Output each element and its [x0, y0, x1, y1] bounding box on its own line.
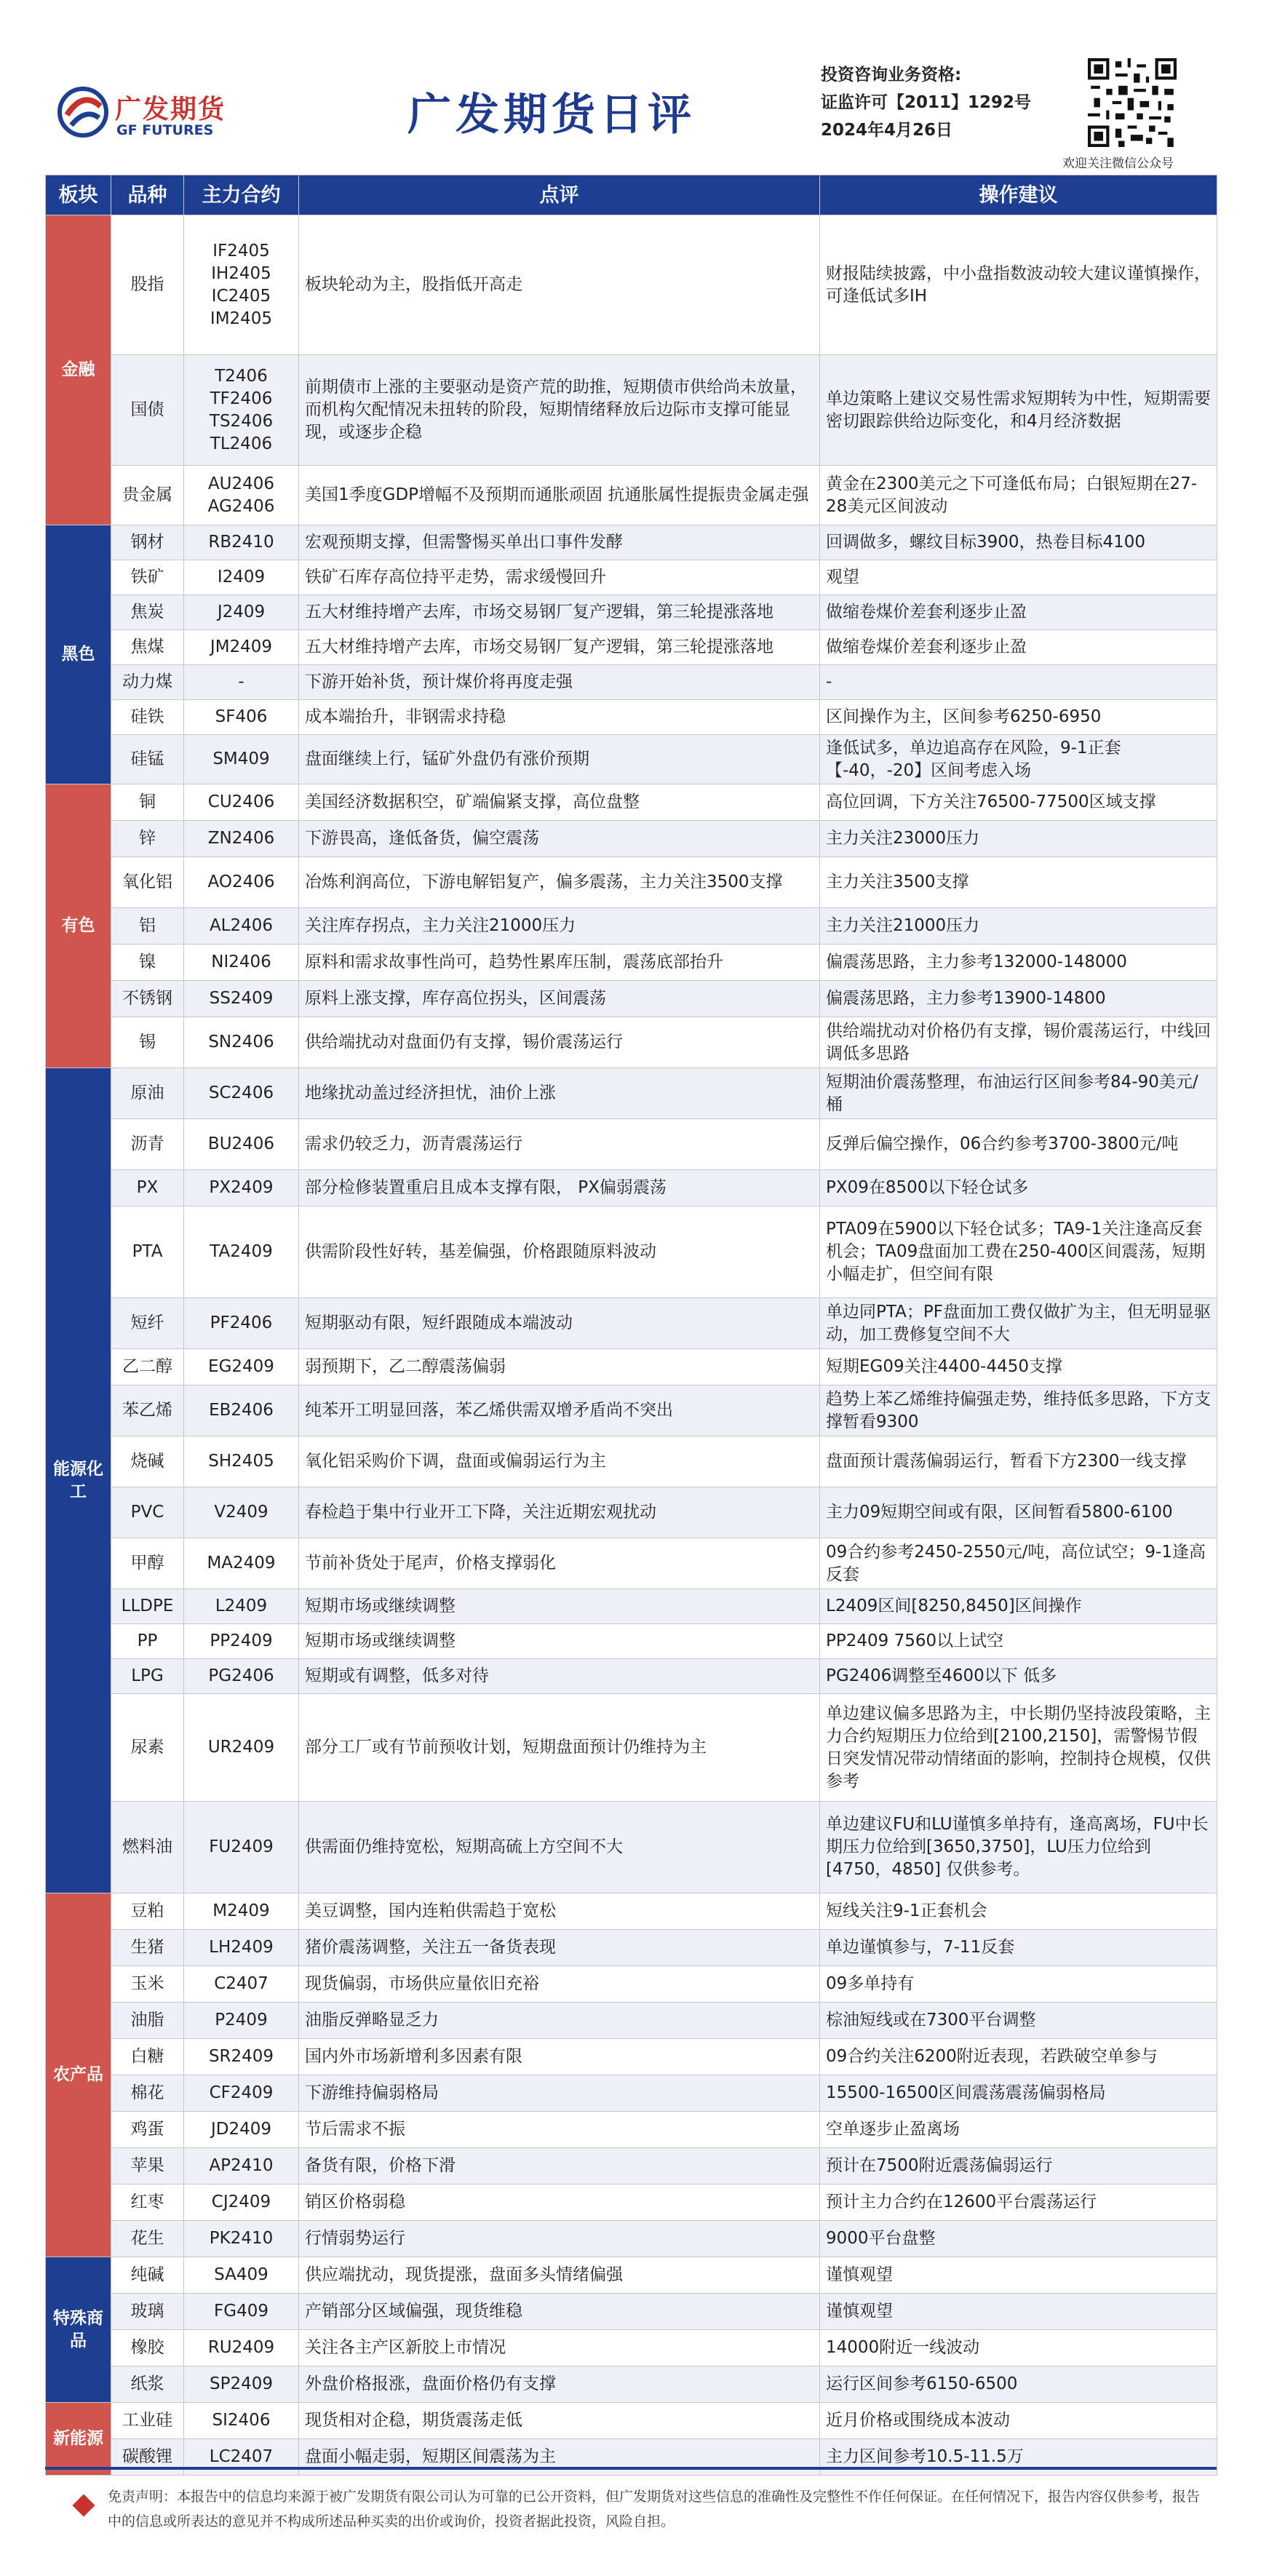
variety-cell: 股指	[111, 215, 184, 355]
comment-cell: 盘面继续上行，锰矿外盘仍有涨价预期	[299, 735, 820, 784]
company-logo	[57, 86, 275, 144]
advice-cell: 偏震荡思路，主力参考13900-14800	[820, 981, 1217, 1017]
sector-label: 新能源	[46, 2403, 111, 2476]
variety-cell: 花生	[111, 2221, 184, 2257]
contract-cell: IF2405 IH2405 IC2405 IM2405	[184, 215, 299, 355]
variety-cell: 工业硅	[111, 2403, 184, 2439]
contract-cell: SH2405	[184, 1436, 299, 1487]
advice-cell: PP2409 7560以上试空	[820, 1624, 1217, 1659]
comment-cell: 宏观预期支撑，但需警惕买单出口事件发酵	[299, 525, 820, 560]
advice-cell: 空单逐步止盈离场	[820, 2112, 1217, 2148]
table-row	[46, 1386, 1217, 1436]
table-row	[46, 1694, 1217, 1802]
variety-cell: 铁矿	[111, 560, 184, 595]
contract-cell: MA2409	[184, 1538, 299, 1589]
contract-cell: RB2410	[184, 525, 299, 560]
advice-cell: 主力关注3500支撑	[820, 857, 1217, 908]
comment-cell: 盘面小幅走弱，短期区间震荡为主	[299, 2439, 820, 2476]
advice-cell: 盘面预计震荡偏弱运行，暂看下方2300一线支撑	[820, 1436, 1217, 1487]
table-header-row	[46, 175, 1217, 215]
daily-review-table	[45, 175, 1217, 2476]
comment-cell: 短期或有调整，低多对待	[299, 1659, 820, 1694]
variety-cell: 纸浆	[111, 2366, 184, 2403]
table-row	[46, 1966, 1217, 2003]
comment-cell: 下游开始补货，预计煤价将再度走强	[299, 665, 820, 700]
variety-cell: 硅铁	[111, 700, 184, 735]
contract-cell: AP2410	[184, 2148, 299, 2185]
variety-cell: 油脂	[111, 2003, 184, 2039]
contract-cell: -	[184, 665, 299, 700]
header-comment: 点评	[299, 175, 820, 215]
contract-cell: C2407	[184, 1966, 299, 2003]
variety-cell: 不锈钢	[111, 981, 184, 1017]
comment-cell: 原料和需求故事性尚可，趋势性累库压制，震荡底部抬升	[299, 945, 820, 981]
comment-cell: 外盘价格报涨，盘面价格仍有支撑	[299, 2366, 820, 2403]
comment-cell: 下游畏高，逢低备货，偏空震荡	[299, 821, 820, 857]
header-advice: 操作建议	[820, 175, 1217, 215]
contract-cell: SR2409	[184, 2039, 299, 2075]
page-title: 广发期货日评	[407, 90, 696, 140]
variety-cell: 镍	[111, 945, 184, 981]
comment-cell: 下游维持偏弱格局	[299, 2075, 820, 2112]
variety-cell: 原油	[111, 1068, 184, 1119]
variety-cell: LPG	[111, 1659, 184, 1694]
comment-cell: 行情弱势运行	[299, 2221, 820, 2257]
table-row	[46, 2294, 1217, 2330]
comment-cell: 关注库存拐点，主力关注21000压力	[299, 908, 820, 945]
contract-cell: L2409	[184, 1589, 299, 1624]
table-row	[46, 784, 1217, 821]
variety-cell: PVC	[111, 1487, 184, 1538]
contract-cell: CF2409	[184, 2075, 299, 2112]
contract-cell: PF2406	[184, 1298, 299, 1349]
contract-cell: LC2407	[184, 2439, 299, 2476]
contract-cell: P2409	[184, 2003, 299, 2039]
contract-cell: AO2406	[184, 857, 299, 908]
gf-logo-icon	[57, 86, 109, 138]
comment-cell: 国内外市场新增利多因素有限	[299, 2039, 820, 2075]
variety-cell: 燃料油	[111, 1802, 184, 1893]
comment-cell: 产销部分区域偏强，现货维稳	[299, 2294, 820, 2330]
table-row	[46, 2439, 1217, 2476]
table-row	[46, 945, 1217, 981]
variety-cell: 乙二醇	[111, 1349, 184, 1386]
contract-cell: LH2409	[184, 1930, 299, 1966]
disclaimer-text: 免责声明：本报告中的信息均来源于被广发期货有限公司认为可靠的已公开资料，但广发期货对这些信息的准确性及完整性不作任何保证。在任何情况下，报告内容仅供参考，报告中的信息或所表达的意见并不构成所述品种买卖的出价或询价，投资者据此投资，风险自担。	[108, 2489, 1201, 2529]
contract-cell: ZN2406	[184, 821, 299, 857]
variety-cell: 焦炭	[111, 595, 184, 630]
advice-cell: 回调做多，螺纹目标3900，热卷目标4100	[820, 525, 1217, 560]
advice-cell: PX09在8500以下轻仓试多	[820, 1170, 1217, 1206]
advice-cell: 近月价格或围绕成本波动	[820, 2403, 1217, 2439]
advice-cell: 偏震荡思路，主力参考132000-148000	[820, 945, 1217, 981]
contract-cell: PX2409	[184, 1170, 299, 1206]
report-header	[0, 0, 1261, 175]
advice-cell: 15500-16500区间震荡震荡偏弱格局	[820, 2075, 1217, 2112]
advice-cell: 财报陆续披露，中小盘指数波动较大建议谨慎操作，可逢低试多IH	[820, 215, 1217, 355]
table-row	[46, 1659, 1217, 1694]
advice-cell: -	[820, 665, 1217, 700]
variety-cell: 鸡蛋	[111, 2112, 184, 2148]
table-row	[46, 560, 1217, 595]
comment-cell: 弱预期下，乙二醇震荡偏弱	[299, 1349, 820, 1386]
comment-cell: 氧化铝采购价下调，盘面或偏弱运行为主	[299, 1436, 820, 1487]
contract-cell: T2406 TF2406 TS2406 TL2406	[184, 355, 299, 466]
contract-cell: SM409	[184, 735, 299, 784]
advice-cell: 单边建议FU和LU谨慎多单持有，逢高离场，FU中长期压力位给到[3650,3750]，LU压力位给到[4750，4850] 仅供参考。	[820, 1802, 1217, 1893]
table-row	[46, 1893, 1217, 1930]
advice-cell: 短线关注9-1正套机会	[820, 1893, 1217, 1930]
variety-cell: 铝	[111, 908, 184, 945]
table-row	[46, 2330, 1217, 2366]
advice-cell: 谨慎观望	[820, 2257, 1217, 2294]
table-row	[46, 215, 1217, 355]
variety-cell: PP	[111, 1624, 184, 1659]
advice-cell: 单边谨慎参与，7-11反套	[820, 1930, 1217, 1966]
comment-cell: 需求仍较乏力，沥青震荡运行	[299, 1119, 820, 1170]
variety-cell: 焦煤	[111, 630, 184, 665]
advice-cell: 高位回调，下方关注76500-77500区域支撑	[820, 784, 1217, 821]
contract-cell: SN2406	[184, 1017, 299, 1068]
table-row	[46, 2403, 1217, 2439]
comment-cell: 供给端扰动对盘面仍有支撑，锡价震荡运行	[299, 1017, 820, 1068]
comment-cell: 美国1季度GDP增幅不及预期而通胀顽固 抗通胀属性提振贵金属走强	[299, 466, 820, 525]
variety-cell: 贵金属	[111, 466, 184, 525]
contract-cell: RU2409	[184, 2330, 299, 2366]
table-row	[46, 1119, 1217, 1170]
comment-cell: 节前补货处于尾声，价格支撑弱化	[299, 1538, 820, 1589]
table-row	[46, 2148, 1217, 2185]
contract-cell: AL2406	[184, 908, 299, 945]
comment-cell: 短期市场或继续调整	[299, 1624, 820, 1659]
contract-cell: FG409	[184, 2294, 299, 2330]
variety-cell: 沥青	[111, 1119, 184, 1170]
advice-cell: 主力关注23000压力	[820, 821, 1217, 857]
advice-cell: 09多单持有	[820, 1966, 1217, 2003]
contract-cell: SS2409	[184, 981, 299, 1017]
comment-cell: 铁矿石库存高位持平走势，需求缓慢回升	[299, 560, 820, 595]
comment-cell: 供需面仍维持宽松，短期高硫上方空间不大	[299, 1802, 820, 1893]
variety-cell: 短纤	[111, 1298, 184, 1349]
table-row	[46, 1487, 1217, 1538]
comment-cell: 短期市场或继续调整	[299, 1589, 820, 1624]
variety-cell: 红枣	[111, 2185, 184, 2221]
contract-cell: JM2409	[184, 630, 299, 665]
sector-label: 农产品	[46, 1893, 111, 2257]
advice-cell: 区间操作为主，区间参考6250-6950	[820, 700, 1217, 735]
variety-cell: 玉米	[111, 1966, 184, 2003]
table-row	[46, 665, 1217, 700]
table-row	[46, 1170, 1217, 1206]
table-row	[46, 1206, 1217, 1298]
contract-cell: J2409	[184, 595, 299, 630]
advice-cell: 单边策略上建议交易性需求短期转为中性，短期需要密切跟踪供给边际变化，和4月经济数据	[820, 355, 1217, 466]
table-row	[46, 355, 1217, 466]
advice-cell: 9000平台盘整	[820, 2221, 1217, 2257]
comment-cell: 冶炼利润高位，下游电解铝复产，偏多震荡，主力关注3500支撑	[299, 857, 820, 908]
table-row	[46, 466, 1217, 525]
advice-cell: 09合约关注6200附近表现，若跌破空单参与	[820, 2039, 1217, 2075]
table-row	[46, 2075, 1217, 2112]
advice-cell: 09合约参考2450-2550元/吨，高位试空；9-1逢高反套	[820, 1538, 1217, 1589]
advice-cell: 单边建议偏多思路为主，中长期仍坚持波段策略，主力合约短期压力位给到[2100,2150]，需警惕节假日突发情况带动情绪面的影响，控制持仓规模，仅供参考	[820, 1694, 1217, 1802]
table-row	[46, 630, 1217, 665]
contract-cell: EB2406	[184, 1386, 299, 1436]
comment-cell: 原料上涨支撑，库存高位拐头，区间震荡	[299, 981, 820, 1017]
variety-cell: 棉花	[111, 2075, 184, 2112]
advice-cell: 14000附近一线波动	[820, 2330, 1217, 2366]
contract-cell: JD2409	[184, 2112, 299, 2148]
advice-cell: 主力区间参考10.5-11.5万	[820, 2439, 1217, 2476]
advice-cell: 供给端扰动对价格仍有支撑，锡价震荡运行，中线回调低多思路	[820, 1017, 1217, 1068]
license-line-1: 投资咨询业务资格:	[821, 65, 962, 84]
comment-cell: 关注各主产区新胶上市情况	[299, 2330, 820, 2366]
contract-cell: PP2409	[184, 1624, 299, 1659]
variety-cell: PX	[111, 1170, 184, 1206]
comment-cell: 成本端抬升，非钢需求持稳	[299, 700, 820, 735]
qr-caption: 欢迎关注微信公众号	[1062, 156, 1174, 171]
logo-english-name: GF FUTURES	[116, 122, 214, 138]
contract-cell: PK2410	[184, 2221, 299, 2257]
variety-cell: 苯乙烯	[111, 1386, 184, 1436]
advice-cell: 趋势上苯乙烯维持偏强走势，维持低多思路，下方支撑暂看9300	[820, 1386, 1217, 1436]
advice-cell: 谨慎观望	[820, 2294, 1217, 2330]
table-row	[46, 1068, 1217, 1119]
comment-cell: 地缘扰动盖过经济担忧，油价上涨	[299, 1068, 820, 1119]
comment-cell: 现货相对企稳，期货震荡走低	[299, 2403, 820, 2439]
variety-cell: 甲醇	[111, 1538, 184, 1589]
comment-cell: 备货有限，价格下滑	[299, 2148, 820, 2185]
contract-cell: TA2409	[184, 1206, 299, 1298]
variety-cell: 玻璃	[111, 2294, 184, 2330]
comment-cell: 供需阶段性好转，基差偏强，价格跟随原料波动	[299, 1206, 820, 1298]
advice-cell: PG2406调整至4600以下 低多	[820, 1659, 1217, 1694]
variety-cell: 动力煤	[111, 665, 184, 700]
table-row	[46, 981, 1217, 1017]
table-row	[46, 735, 1217, 784]
advice-cell: L2409区间[8250,8450]区间操作	[820, 1589, 1217, 1624]
comment-cell: 短期驱动有限，短纤跟随成本端波动	[299, 1298, 820, 1349]
comment-cell: 销区价格弱稳	[299, 2185, 820, 2221]
variety-cell: 钢材	[111, 525, 184, 560]
table-row	[46, 700, 1217, 735]
advice-cell: 短期油价震荡整理，布油运行区间参考84-90美元/桶	[820, 1068, 1217, 1119]
contract-cell: EG2409	[184, 1349, 299, 1386]
table-row	[46, 1589, 1217, 1624]
variety-cell: 氧化铝	[111, 857, 184, 908]
table-row	[46, 1298, 1217, 1349]
contract-cell: V2409	[184, 1487, 299, 1538]
sector-label: 能源化工	[46, 1068, 111, 1893]
variety-cell: 纯碱	[111, 2257, 184, 2294]
table-row	[46, 595, 1217, 630]
table-row	[46, 1349, 1217, 1386]
table-row	[46, 2003, 1217, 2039]
comment-cell: 板块轮动为主，股指低开高走	[299, 215, 820, 355]
advice-cell: 单边同PTA；PF盘面加工费仅做扩为主，但无明显驱动，加工费修复空间不大	[820, 1298, 1217, 1349]
comment-cell: 前期债市上涨的主要驱动是资产荒的助推，短期债市供给尚未放量，而机构欠配情况未扭转的阶段，短期情绪释放后边际市支撑可能显现，或逐步企稳	[299, 355, 820, 466]
advice-cell: 逢低试多，单边追高存在风险，9-1正套【-40，-20】区间考虑入场	[820, 735, 1217, 784]
comment-cell: 五大材维持增产去库，市场交易钢厂复产逻辑，第三轮提涨落地	[299, 630, 820, 665]
table-row	[46, 2112, 1217, 2148]
table-row	[46, 857, 1217, 908]
comment-cell: 美豆调整，国内连粕供需趋于宽松	[299, 1893, 820, 1930]
contract-cell: SI2406	[184, 2403, 299, 2439]
contract-cell: SF406	[184, 700, 299, 735]
contract-cell: CJ2409	[184, 2185, 299, 2221]
advice-cell: PTA09在5900以下轻仓试多；TA9-1关注逢高反套机会；TA09盘面加工费在250-400区间震荡，短期小幅走扩，但空间有限	[820, 1206, 1217, 1298]
comment-cell: 春检趋于集中行业开工下降，关注近期宏观扰动	[299, 1487, 820, 1538]
variety-cell: 国债	[111, 355, 184, 466]
comment-cell: 部分检修装置重启且成本支撑有限， PX偏弱震荡	[299, 1170, 820, 1206]
table-row	[46, 2366, 1217, 2403]
contract-cell: AU2406 AG2406	[184, 466, 299, 525]
variety-cell: 锡	[111, 1017, 184, 1068]
table-row	[46, 1624, 1217, 1659]
table-row	[46, 1802, 1217, 1893]
header-variety: 品种	[111, 175, 184, 215]
contract-cell: PG2406	[184, 1659, 299, 1694]
contract-cell: SA409	[184, 2257, 299, 2294]
variety-cell: 豆粕	[111, 1893, 184, 1930]
variety-cell: 烧碱	[111, 1436, 184, 1487]
wechat-qr-code-icon[interactable]	[1088, 58, 1177, 147]
sector-label: 特殊商品	[46, 2257, 111, 2403]
comment-cell: 五大材维持增产去库，市场交易钢厂复产逻辑，第三轮提涨落地	[299, 595, 820, 630]
advice-cell: 预计主力合约在12600平台震荡运行	[820, 2185, 1217, 2221]
advice-cell: 做缩卷煤价差套利逐步止盈	[820, 630, 1217, 665]
license-line-2: 证监许可【2011】1292号	[821, 93, 1032, 112]
advice-cell: 短期EG09关注4400-4450支撑	[820, 1349, 1217, 1386]
comment-cell: 油脂反弹略显乏力	[299, 2003, 820, 2039]
table-row	[46, 525, 1217, 560]
table-row	[46, 1538, 1217, 1589]
advice-cell: 观望	[820, 560, 1217, 595]
contract-cell: BU2406	[184, 1119, 299, 1170]
table-row	[46, 2039, 1217, 2075]
table-row	[46, 2185, 1217, 2221]
variety-cell: 硅锰	[111, 735, 184, 784]
license-block	[821, 61, 1031, 144]
sector-label: 黑色	[46, 525, 111, 784]
comment-cell: 部分工厂或有节前预收计划，短期盘面预计仍维持为主	[299, 1694, 820, 1802]
variety-cell: PTA	[111, 1206, 184, 1298]
advice-cell: 黄金在2300美元之下可逢低布局；白银短期在27-28美元区间波动	[820, 466, 1217, 525]
sector-label: 金融	[46, 215, 111, 525]
comment-cell: 纯苯开工明显回落，苯乙烯供需双增矛盾尚不突出	[299, 1386, 820, 1436]
table-row	[46, 1930, 1217, 1966]
variety-cell: LLDPE	[111, 1589, 184, 1624]
variety-cell: 碳酸锂	[111, 2439, 184, 2476]
variety-cell: 铜	[111, 784, 184, 821]
table-body	[46, 215, 1217, 2476]
header-sector: 板块	[46, 175, 111, 215]
contract-cell: NI2406	[184, 945, 299, 981]
table-row	[46, 2257, 1217, 2294]
comment-cell: 美国经济数据积空，矿端偏紧支撑，高位盘整	[299, 784, 820, 821]
contract-cell: SC2406	[184, 1068, 299, 1119]
advice-cell: 主力关注21000压力	[820, 908, 1217, 945]
comment-cell: 节后需求不振	[299, 2112, 820, 2148]
advice-cell: 运行区间参考6150-6500	[820, 2366, 1217, 2403]
advice-cell: 预计在7500附近震荡偏弱运行	[820, 2148, 1217, 2185]
variety-cell: 尿素	[111, 1694, 184, 1802]
contract-cell: I2409	[184, 560, 299, 595]
table-row	[46, 1017, 1217, 1068]
variety-cell: 橡胶	[111, 2330, 184, 2366]
contract-cell: UR2409	[184, 1694, 299, 1802]
comment-cell: 供应端扰动，现货提涨，盘面多头情绪偏强	[299, 2257, 820, 2294]
logo-chinese-name: 广发期货	[115, 95, 226, 124]
variety-cell: 白糖	[111, 2039, 184, 2075]
advice-cell: 棕油短线或在7300平台调整	[820, 2003, 1217, 2039]
variety-cell: 生猪	[111, 1930, 184, 1966]
disclaimer-block	[45, 2467, 1217, 2529]
contract-cell: FU2409	[184, 1802, 299, 1893]
advice-cell: 做缩卷煤价差套利逐步止盈	[820, 595, 1217, 630]
table-row	[46, 2221, 1217, 2257]
advice-cell: 反弹后偏空操作，06合约参考3700-3800元/吨	[820, 1119, 1217, 1170]
report-date: 2024年4月26日	[821, 121, 953, 140]
diamond-bullet-icon	[72, 2494, 95, 2516]
sector-label: 有色	[46, 784, 111, 1068]
table-row	[46, 1436, 1217, 1487]
contract-cell: CU2406	[184, 784, 299, 821]
contract-cell: SP2409	[184, 2366, 299, 2403]
comment-cell: 猪价震荡调整，关注五一备货表现	[299, 1930, 820, 1966]
advice-cell: 主力09短期空间或有限，区间暂看5800-6100	[820, 1487, 1217, 1538]
comment-cell: 现货偏弱，市场供应量依旧充裕	[299, 1966, 820, 2003]
header-contract: 主力合约	[184, 175, 299, 215]
table-row	[46, 908, 1217, 945]
variety-cell: 锌	[111, 821, 184, 857]
variety-cell: 苹果	[111, 2148, 184, 2185]
contract-cell: M2409	[184, 1893, 299, 1930]
table-row	[46, 821, 1217, 857]
